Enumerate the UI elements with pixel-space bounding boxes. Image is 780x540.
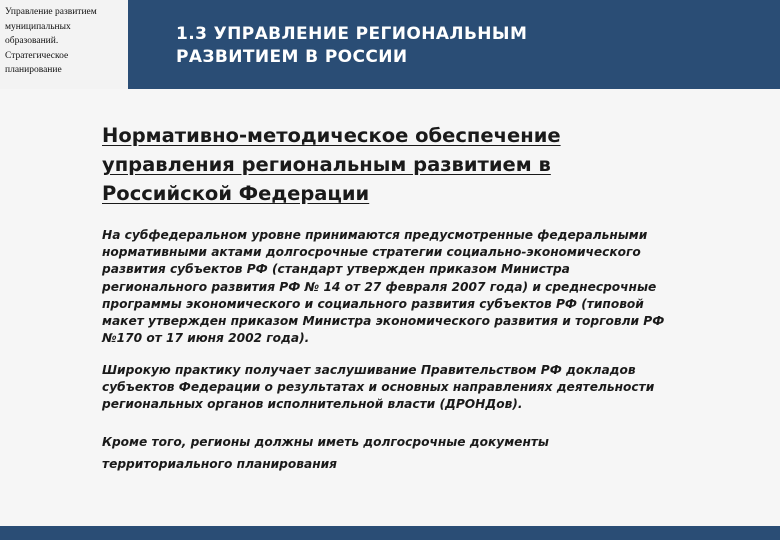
section-heading-line: Российской Федерации [102, 182, 370, 205]
section-heading-line: Нормативно-методическое обеспечение [102, 124, 561, 147]
footer-bar [0, 526, 780, 540]
paragraph-line: развития субъектов РФ (стандарт утвержден приказом Министра [102, 262, 570, 277]
paragraph-line: субъектов Федерации о результатах и основных направлениях деятельности [102, 380, 655, 395]
sidebar-caption-line: образований. [5, 36, 59, 46]
paragraph-strategies [102, 227, 762, 347]
page-title-line: 1.3 УПРАВЛЕНИЕ РЕГИОНАЛЬНЫМ [176, 24, 528, 44]
paragraph-line: программы экономического и социального развития субъектов РФ (типовой [102, 296, 644, 311]
paragraph-line: Широкую практику получает заслушивание Правительством РФ докладов [102, 363, 636, 377]
paragraph-line: На субфедеральном уровне принимаются предусмотренные федеральными [102, 228, 648, 242]
paragraph-line: нормативными актами долгосрочные стратегии социально-экономического [102, 245, 641, 260]
sidebar-caption-line: Управление развитием [5, 7, 97, 17]
sidebar-caption [0, 0, 128, 89]
header-bar [0, 0, 780, 89]
sidebar-caption-line: планирование [5, 65, 62, 75]
paragraph-line: №170 от 17 июня 2002 года). [102, 331, 310, 346]
section-heading-line: управления региональным развитием в [102, 153, 551, 176]
paragraph-line: регионального развития РФ № 14 от 27 февраля 2007 года) и среднесрочные [102, 279, 657, 294]
sidebar-caption-line: муниципальных [5, 21, 71, 32]
section-heading [102, 121, 762, 208]
paragraph-line: макет утвержден приказом Министра экономического развития и торговли РФ [102, 314, 665, 329]
paragraph-planning-documents [102, 431, 762, 475]
paragraph-line: региональных органов исполнительной власти (ДРОНДов). [102, 397, 523, 412]
paragraph-reports [102, 362, 762, 414]
page-title-line: РАЗВИТИЕМ В РОССИИ [176, 47, 408, 67]
paragraph-line: Кроме того, регионы должны иметь долгосрочные документы [102, 435, 549, 449]
paragraph-line: территориального планирования [102, 457, 338, 471]
page-title [176, 23, 756, 69]
sidebar-caption-line: Стратегическое [5, 50, 69, 61]
